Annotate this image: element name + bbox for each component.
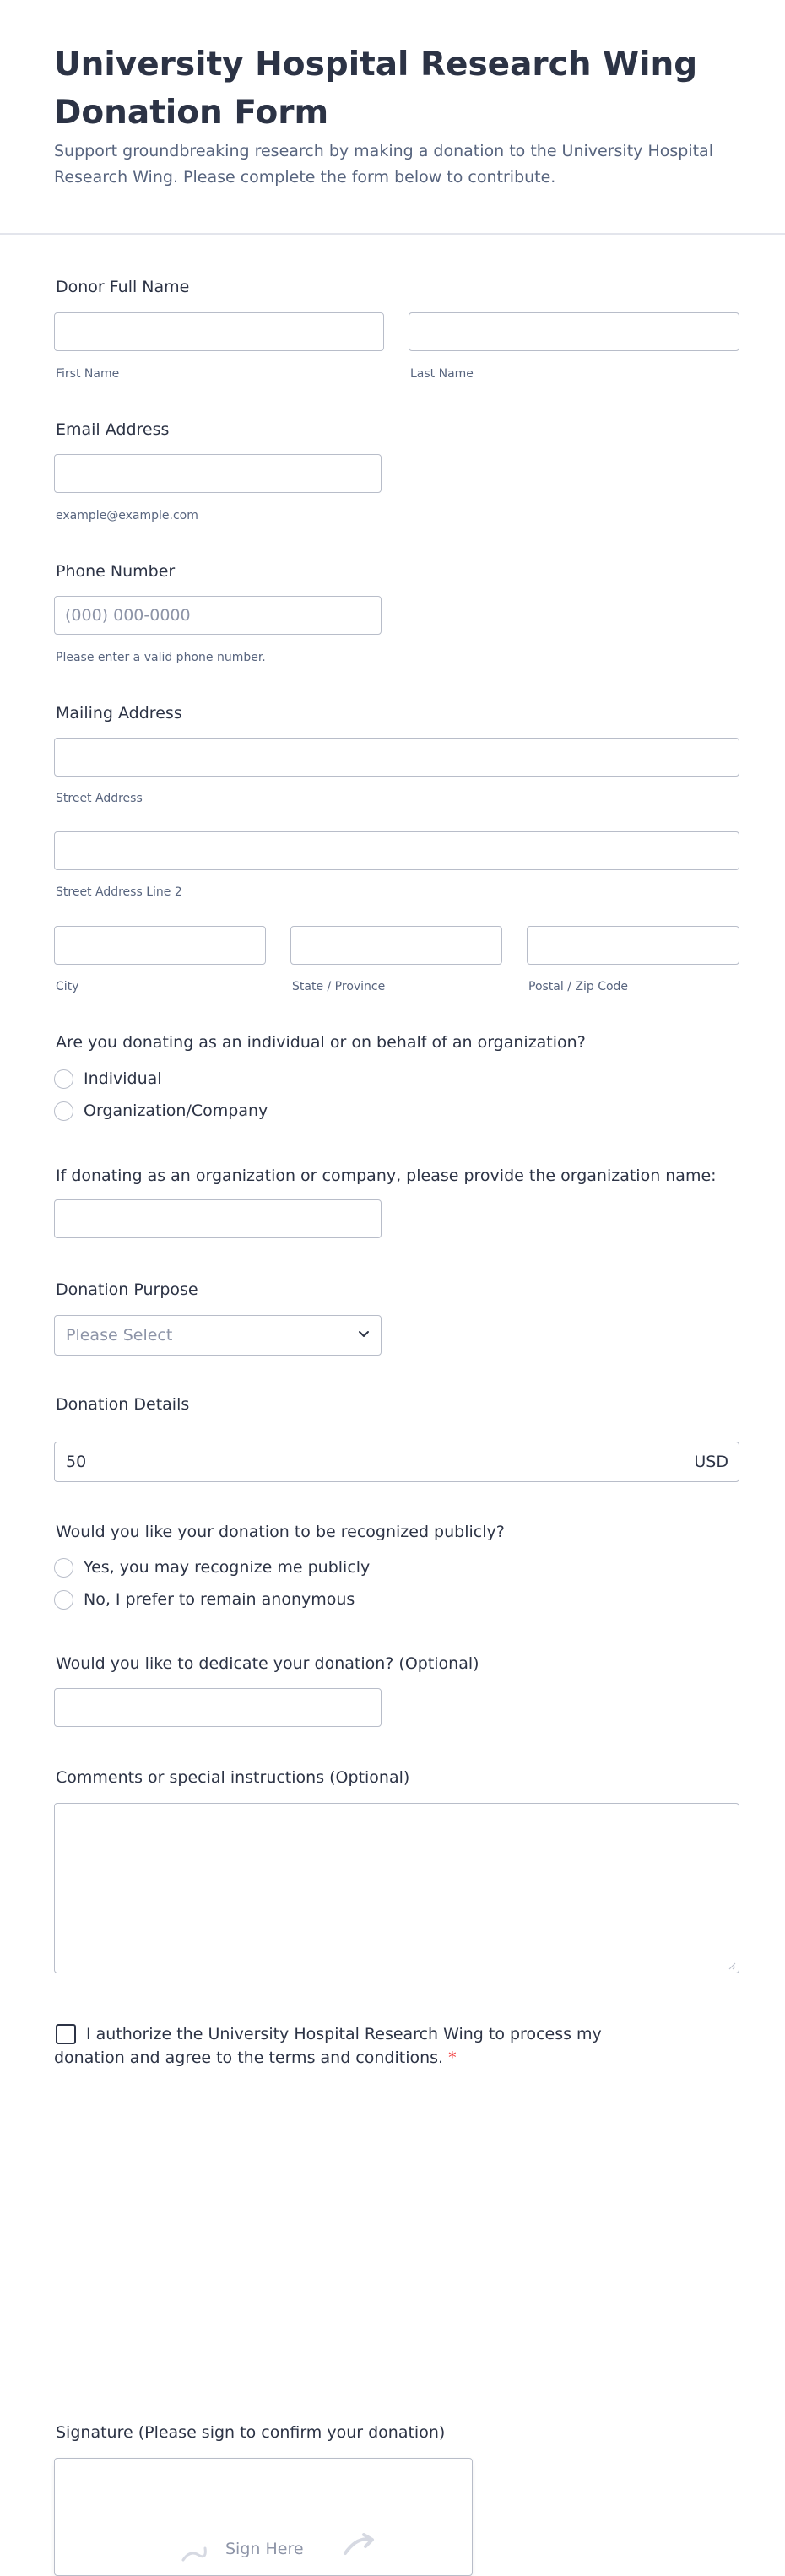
city-sublabel: City [56, 980, 79, 993]
radio-anonymous-label: No, I prefer to remain anonymous [84, 1590, 355, 1609]
consent-checkbox[interactable] [56, 2024, 76, 2044]
radio-circle[interactable] [54, 1558, 73, 1578]
pen-stroke-icon [181, 2545, 207, 2562]
radio-recognize-publicly[interactable] [54, 1556, 370, 1578]
required-asterisk: * [448, 2048, 457, 2067]
phone-sublabel: Please enter a valid phone number. [56, 651, 266, 664]
zip-input[interactable] [527, 926, 739, 965]
city-input[interactable] [54, 926, 266, 965]
resize-grip-icon[interactable] [728, 1962, 736, 1970]
email-input[interactable] [54, 454, 382, 493]
comments-label: Comments or special instructions (Optional) [56, 1768, 410, 1787]
donation-amount-value: 50 [66, 1453, 87, 1471]
arrow-icon [342, 2533, 379, 2558]
comments-textarea[interactable] [54, 1803, 739, 1973]
consent-label [54, 2022, 645, 2070]
radio-circle[interactable] [54, 1101, 73, 1121]
street-address-input[interactable] [54, 738, 739, 777]
form-header [0, 0, 785, 235]
purpose-selected-value: Please Select [66, 1326, 173, 1345]
donor-name-label: Donor Full Name [56, 278, 190, 296]
address-label: Mailing Address [56, 704, 182, 722]
radio-circle[interactable] [54, 1069, 73, 1089]
recognition-label: Would you like your donation to be recognized publicly? [56, 1523, 505, 1541]
radio-individual[interactable] [54, 1068, 162, 1090]
signature-pad[interactable] [54, 2458, 473, 2576]
donor-type-label: Are you donating as an individual or on behalf of an organization? [56, 1033, 586, 1052]
state-input[interactable] [290, 926, 502, 965]
first-name-sublabel: First Name [56, 367, 120, 381]
street-address-2-sublabel: Street Address Line 2 [56, 885, 182, 899]
radio-circle[interactable] [54, 1590, 73, 1610]
sign-here-hint: Sign Here [225, 2540, 304, 2558]
consent-text: I authorize the University Hospital Research Wing to process my donation and agree to the terms and conditions. [54, 2025, 602, 2067]
chevron-down-icon [357, 1325, 371, 1344]
email-label: Email Address [56, 420, 170, 439]
form-subtitle: Support groundbreaking research by making a donation to the University Hospital Research Wing. Please complete the form below to contribute. [54, 142, 713, 187]
zip-sublabel: Postal / Zip Code [528, 980, 629, 993]
donation-amount-input[interactable] [54, 1442, 739, 1482]
radio-organization-label: Organization/Company [84, 1101, 268, 1120]
email-sublabel: example@example.com [56, 509, 198, 522]
donation-currency: USD [694, 1453, 728, 1471]
dedication-input[interactable] [54, 1688, 382, 1727]
radio-individual-label: Individual [84, 1069, 162, 1088]
form-title: University Hospital Research Wing Donation Form [54, 46, 698, 132]
purpose-select[interactable] [54, 1315, 382, 1356]
radio-organization[interactable] [54, 1100, 268, 1122]
street-address-2-input[interactable] [54, 831, 739, 870]
last-name-sublabel: Last Name [410, 367, 474, 381]
first-name-input[interactable] [54, 312, 384, 351]
phone-label: Phone Number [56, 562, 176, 581]
signature-label: Signature (Please sign to confirm your donation) [56, 2423, 446, 2442]
organization-input[interactable] [54, 1199, 382, 1238]
radio-recognize-publicly-label: Yes, you may recognize me publicly [84, 1558, 371, 1577]
purpose-label: Donation Purpose [56, 1280, 198, 1299]
dedication-label: Would you like to dedicate your donation? (Optional) [56, 1654, 479, 1673]
radio-anonymous[interactable] [54, 1588, 355, 1610]
organization-label: If donating as an organization or company, please provide the organization name: [56, 1166, 717, 1185]
street-address-sublabel: Street Address [56, 792, 143, 805]
donation-details-label: Donation Details [56, 1395, 190, 1414]
phone-input[interactable] [54, 596, 382, 635]
last-name-input[interactable] [409, 312, 739, 351]
state-sublabel: State / Province [292, 980, 386, 993]
